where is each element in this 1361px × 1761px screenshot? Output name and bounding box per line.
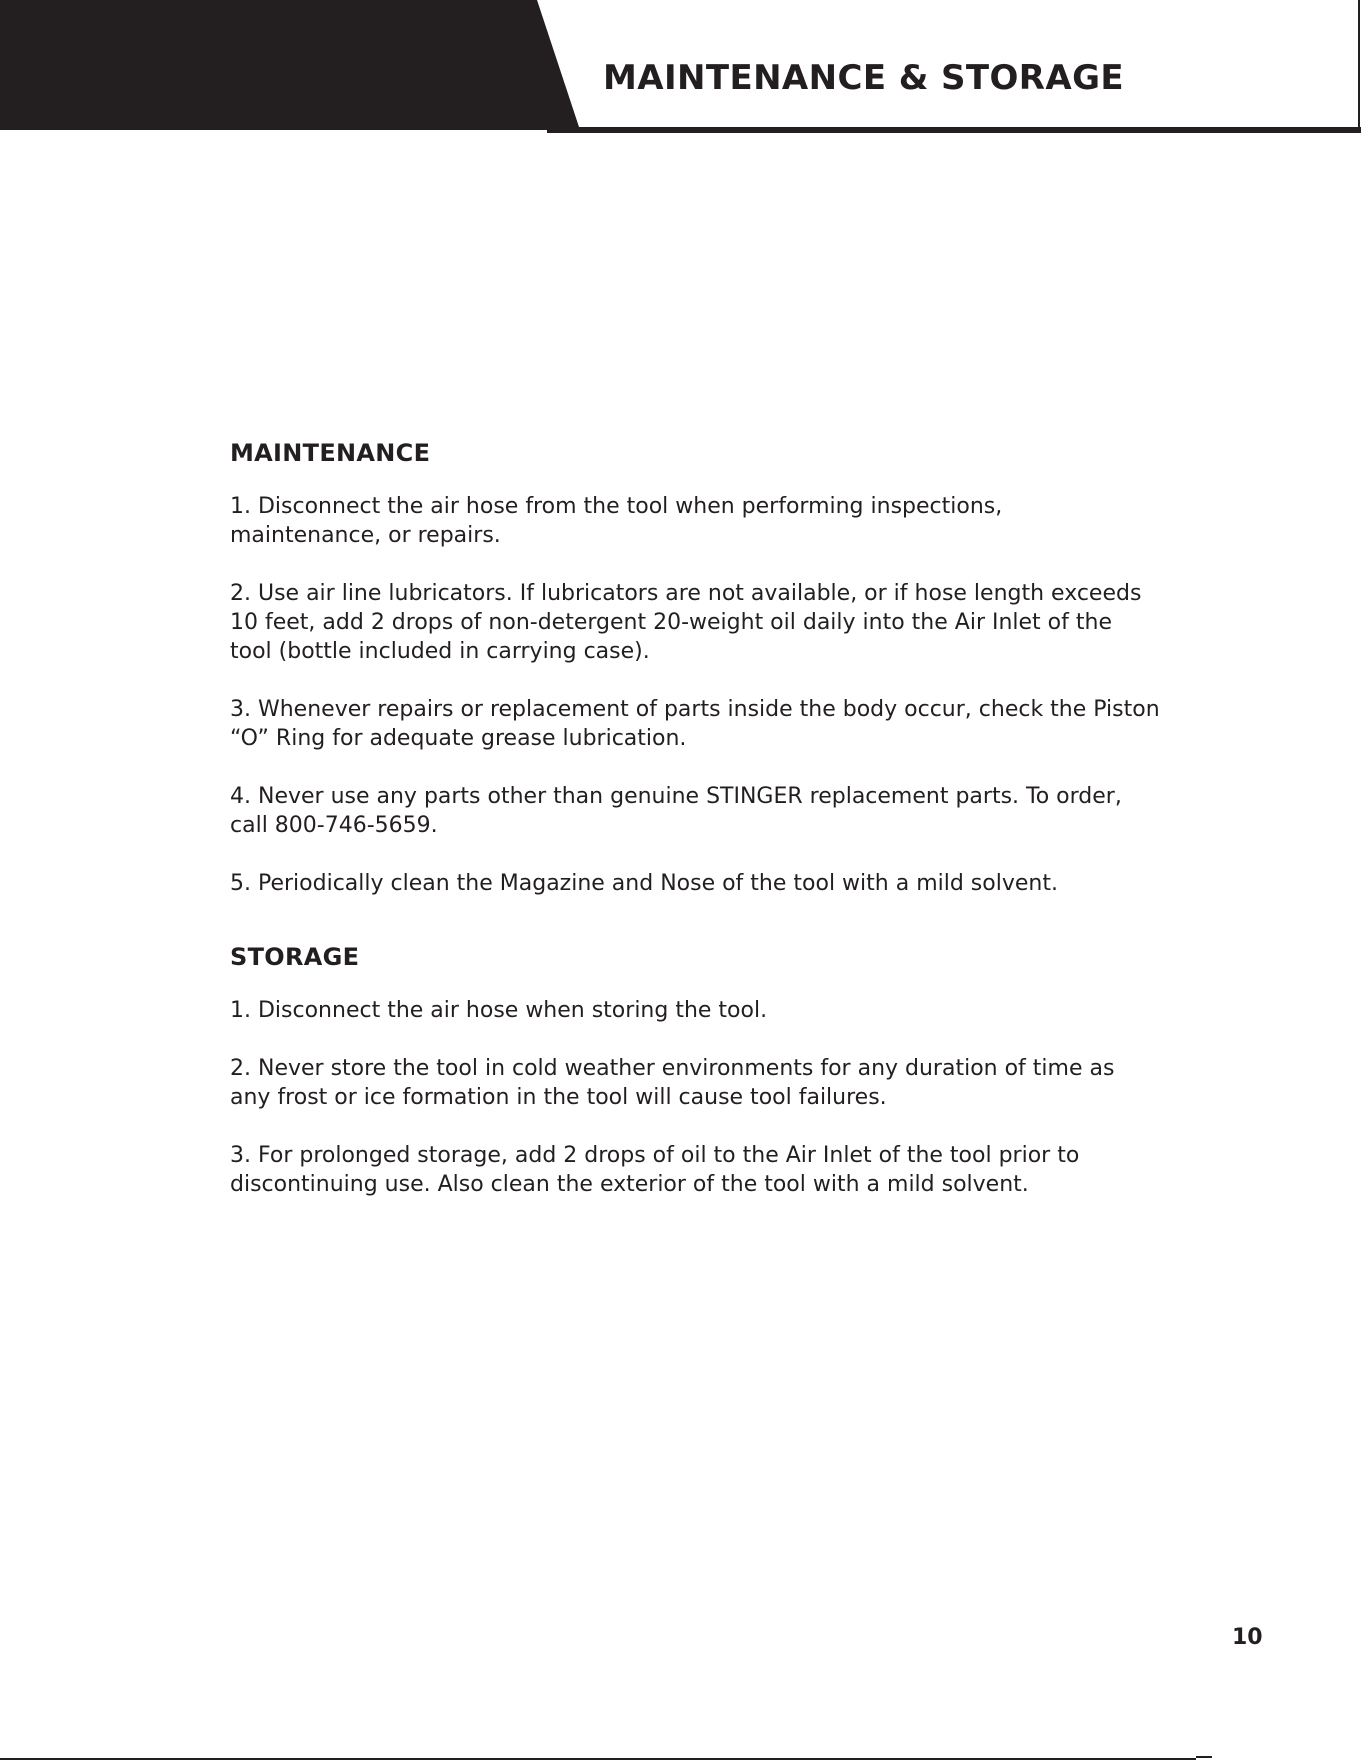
header-underline [547, 127, 1361, 133]
page-title: MAINTENANCE & STORAGE [603, 58, 1125, 98]
maintenance-heading: MAINTENANCE [230, 439, 431, 467]
main-content [230, 438, 1160, 1199]
maintenance-section [230, 438, 1160, 898]
storage-item-1: 1. Disconnect the air hose when storing the tool. [230, 998, 768, 1023]
header-black-block [0, 0, 580, 130]
maintenance-item-3: 3. Whenever repairs or replacement of parts inside the body occur, check the Piston “O” Ring for adequate grease lubrication. [230, 697, 1160, 751]
storage-item-2: 2. Never store the tool in cold weather environments for any duration of time as any frost or ice formation in the tool will cause tool failures. [230, 1056, 1115, 1110]
footer-rule-tick [1196, 1756, 1212, 1758]
maintenance-item-4: 4. Never use any parts other than genuine STINGER replacement parts. To order, call 800-746-5659. [230, 784, 1122, 838]
page-number: 10 [1232, 1625, 1263, 1650]
maintenance-item-2: 2. Use air line lubricators. If lubricators are not available, or if hose length exceeds 10 feet, add 2 drops of non-detergent 20-weight oil daily into the Air Inlet of the tool (bottle included in carrying case). [230, 581, 1142, 664]
footer-rule [0, 1758, 1196, 1760]
storage-item-3: 3. For prolonged storage, add 2 drops of oil to the Air Inlet of the tool prior to discontinuing use. Also clean the exterior of the tool with a mild solvent. [230, 1143, 1080, 1197]
maintenance-item-5: 5. Periodically clean the Magazine and Nose of the tool with a mild solvent. [230, 871, 1058, 896]
storage-section [230, 942, 1160, 1199]
maintenance-item-1: 1. Disconnect the air hose from the tool when performing inspections, maintenance, or repairs. [230, 494, 1003, 548]
storage-heading: STORAGE [230, 943, 360, 971]
